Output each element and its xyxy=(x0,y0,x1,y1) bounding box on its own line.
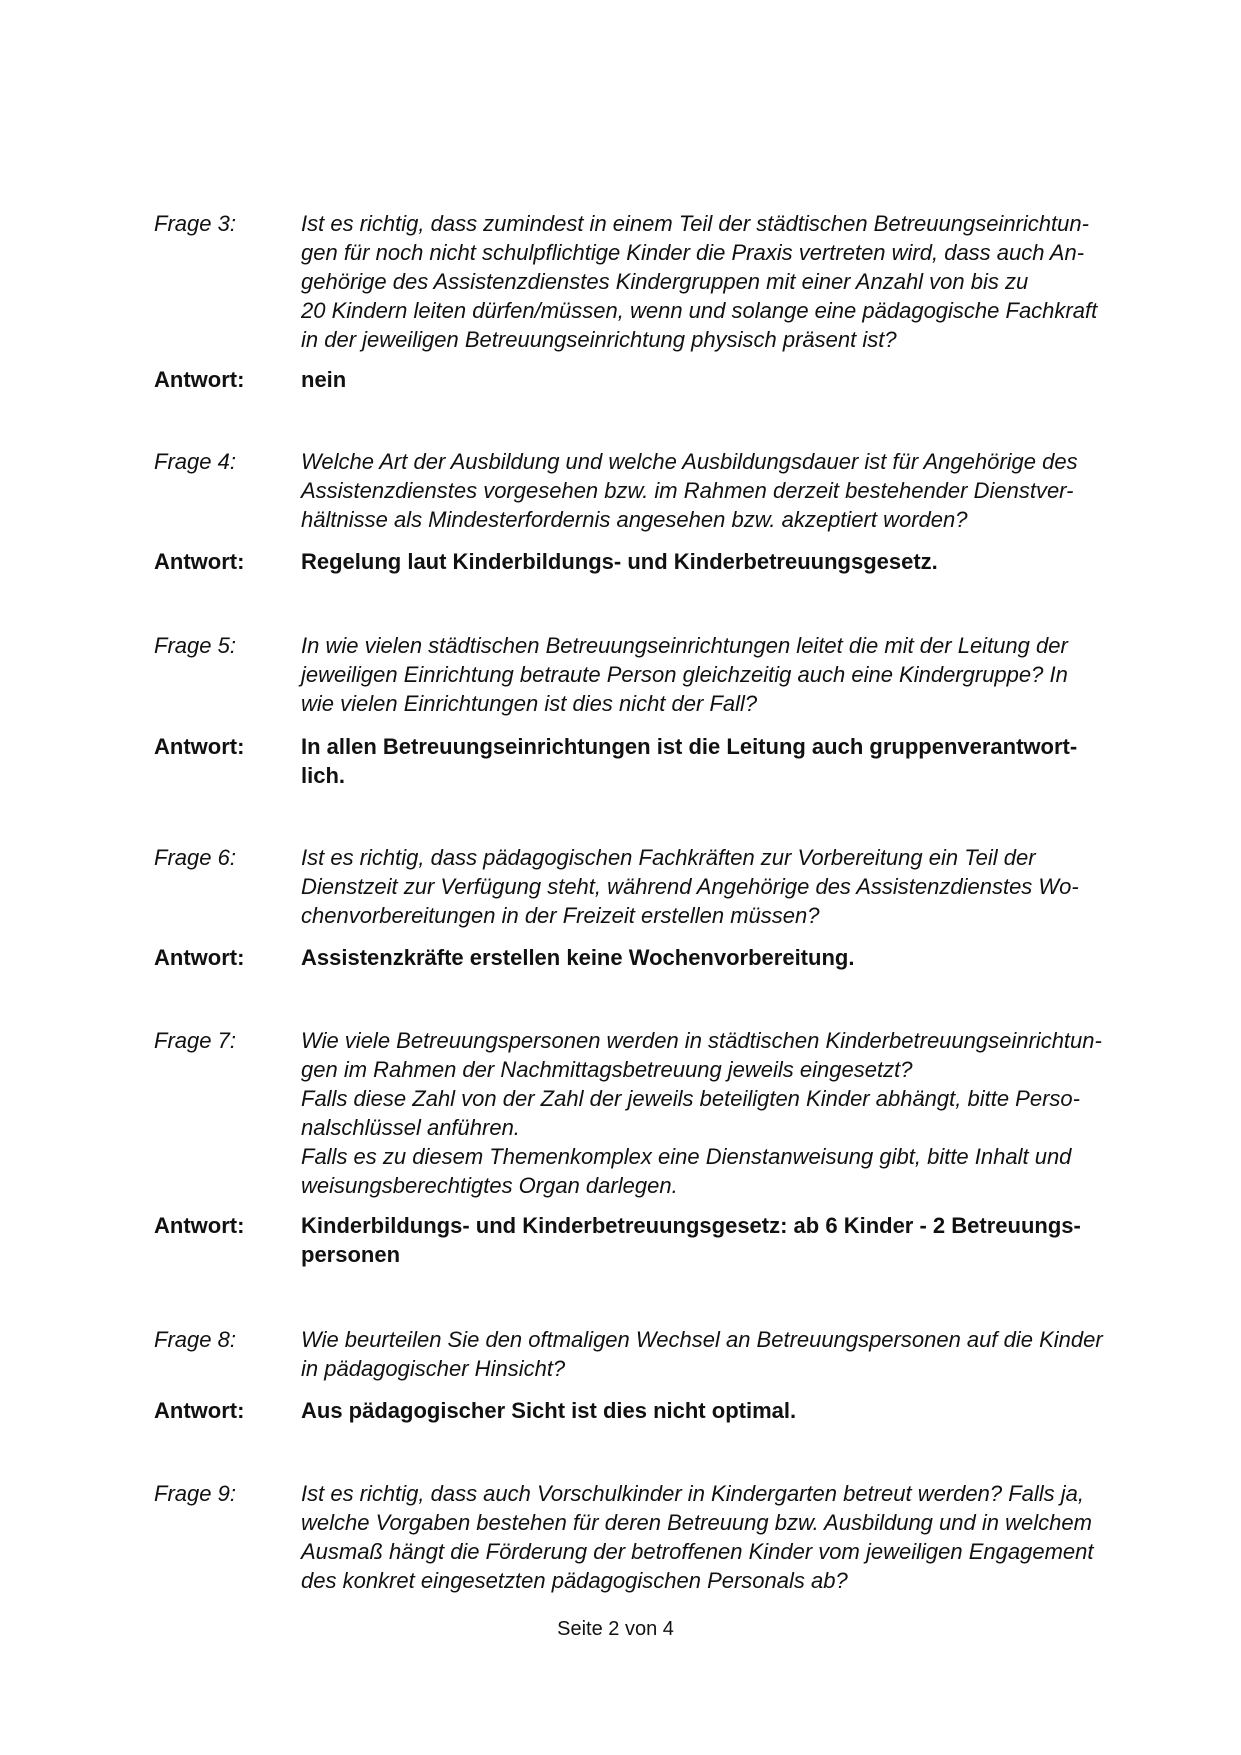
question-label: Frage 9: xyxy=(154,1481,236,1506)
question-line: Wie viele Betreuungspersonen werden in städtischen Kinderbetreuungseinrichtun- xyxy=(301,1028,1102,1053)
answer-label: Antwort: xyxy=(154,734,245,759)
question-line: welche Vorgaben bestehen für deren Betreuung bzw. Ausbildung und in welchem xyxy=(301,1510,1092,1535)
question-line: Assistenzdienstes vorgesehen bzw. im Rahmen derzeit bestehender Dienstver- xyxy=(301,478,1074,503)
question-line: 20 Kindern leiten dürfen/müssen, wenn und solange eine pädagogische Fachkraft xyxy=(301,298,1098,323)
answer-line: Regelung laut Kinderbildungs- und Kinderbetreuungsgesetz. xyxy=(301,549,938,574)
answer-label: Antwort: xyxy=(154,945,245,970)
question-line: gen im Rahmen der Nachmittagsbetreuung jeweils eingesetzt? xyxy=(301,1057,913,1082)
question-line: Falls diese Zahl von der Zahl der jeweils beteiligten Kinder abhängt, bitte Perso- xyxy=(301,1086,1080,1111)
question-text xyxy=(301,631,1141,718)
question-line: Welche Art der Ausbildung und welche Ausbildungsdauer ist für Angehörige des xyxy=(301,449,1078,474)
question-line: Ausmaß hängt die Förderung der betroffenen Kinder vom jeweiligen Engagement xyxy=(301,1539,1094,1564)
answer-line: Assistenzkräfte erstellen keine Wochenvorbereitung. xyxy=(301,945,855,970)
answer-line: Kinderbildungs- und Kinderbetreuungsgesetz: ab 6 Kinder - 2 Betreuungs- xyxy=(301,1213,1081,1238)
question-text xyxy=(301,209,1141,354)
question-line: gen für noch nicht schulpflichtige Kinder die Praxis vertreten wird, dass auch An- xyxy=(301,240,1085,265)
question-line: wie vielen Einrichtungen ist dies nicht der Fall? xyxy=(301,691,758,716)
question-line: Ist es richtig, dass auch Vorschulkinder in Kindergarten betreut werden? Falls ja, xyxy=(301,1481,1085,1506)
answer-line: In allen Betreuungseinrichtungen ist die Leitung auch gruppenverantwort- xyxy=(301,734,1078,759)
question-line: Falls es zu diesem Themenkomplex eine Dienstanweisung gibt, bitte Inhalt und xyxy=(301,1144,1072,1169)
answer-line: Aus pädagogischer Sicht ist dies nicht optimal. xyxy=(301,1398,797,1423)
answer-line: lich. xyxy=(301,763,346,788)
question-text xyxy=(301,1026,1141,1200)
question-line: hältnisse als Mindesterfordernis angesehen bzw. akzeptiert worden? xyxy=(301,507,968,532)
question-line: gehörige des Assistenzdienstes Kindergruppen mit einer Anzahl von bis zu xyxy=(301,269,1029,294)
answer-text xyxy=(301,365,1141,394)
question-line: jeweiligen Einrichtung betraute Person gleichzeitig auch eine Kindergruppe? In xyxy=(301,662,1068,687)
question-line: Dienstzeit zur Verfügung steht, während Angehörige des Assistenzdienstes Wo- xyxy=(301,874,1079,899)
question-text xyxy=(301,1325,1141,1383)
question-line: In wie vielen städtischen Betreuungseinrichtungen leitet die mit der Leitung der xyxy=(301,633,1068,658)
question-line: Ist es richtig, dass zumindest in einem Teil der städtischen Betreuungseinrichtun- xyxy=(301,211,1089,236)
question-line: des konkret eingesetzten pädagogischen Personals ab? xyxy=(301,1568,848,1593)
question-line: Wie beurteilen Sie den oftmaligen Wechsel an Betreuungspersonen auf die Kinder xyxy=(301,1327,1103,1352)
answer-label: Antwort: xyxy=(154,367,245,392)
answer-text xyxy=(301,943,1141,972)
question-line: chenvorbereitungen in der Freizeit erstellen müssen? xyxy=(301,903,820,928)
question-line: in pädagogischer Hinsicht? xyxy=(301,1356,566,1381)
question-line: Ist es richtig, dass pädagogischen Fachkräften zur Vorbereitung ein Teil der xyxy=(301,845,1036,870)
question-line: nalschlüssel anführen. xyxy=(301,1115,520,1140)
question-text xyxy=(301,843,1141,930)
page-number: Seite 2 von 4 xyxy=(557,1618,674,1640)
answer-text xyxy=(301,1211,1141,1269)
answer-label: Antwort: xyxy=(154,1398,245,1423)
answer-text xyxy=(301,547,1141,576)
question-label: Frage 3: xyxy=(154,211,236,236)
answer-text xyxy=(301,1396,1141,1425)
answer-label: Antwort: xyxy=(154,549,245,574)
answer-text xyxy=(301,732,1141,790)
question-text xyxy=(301,447,1141,534)
question-label: Frage 6: xyxy=(154,845,236,870)
question-label: Frage 4: xyxy=(154,449,236,474)
answer-line: personen xyxy=(301,1242,401,1267)
question-label: Frage 5: xyxy=(154,633,236,658)
question-line: weisungsberechtigtes Organ darlegen. xyxy=(301,1173,678,1198)
question-text xyxy=(301,1479,1141,1595)
question-label: Frage 7: xyxy=(154,1028,236,1053)
question-label: Frage 8: xyxy=(154,1327,236,1352)
answer-label: Antwort: xyxy=(154,1213,245,1238)
page-footer xyxy=(0,1616,1241,1642)
answer-line: nein xyxy=(301,367,347,392)
question-line: in der jeweiligen Betreuungseinrichtung physisch präsent ist? xyxy=(301,327,897,352)
